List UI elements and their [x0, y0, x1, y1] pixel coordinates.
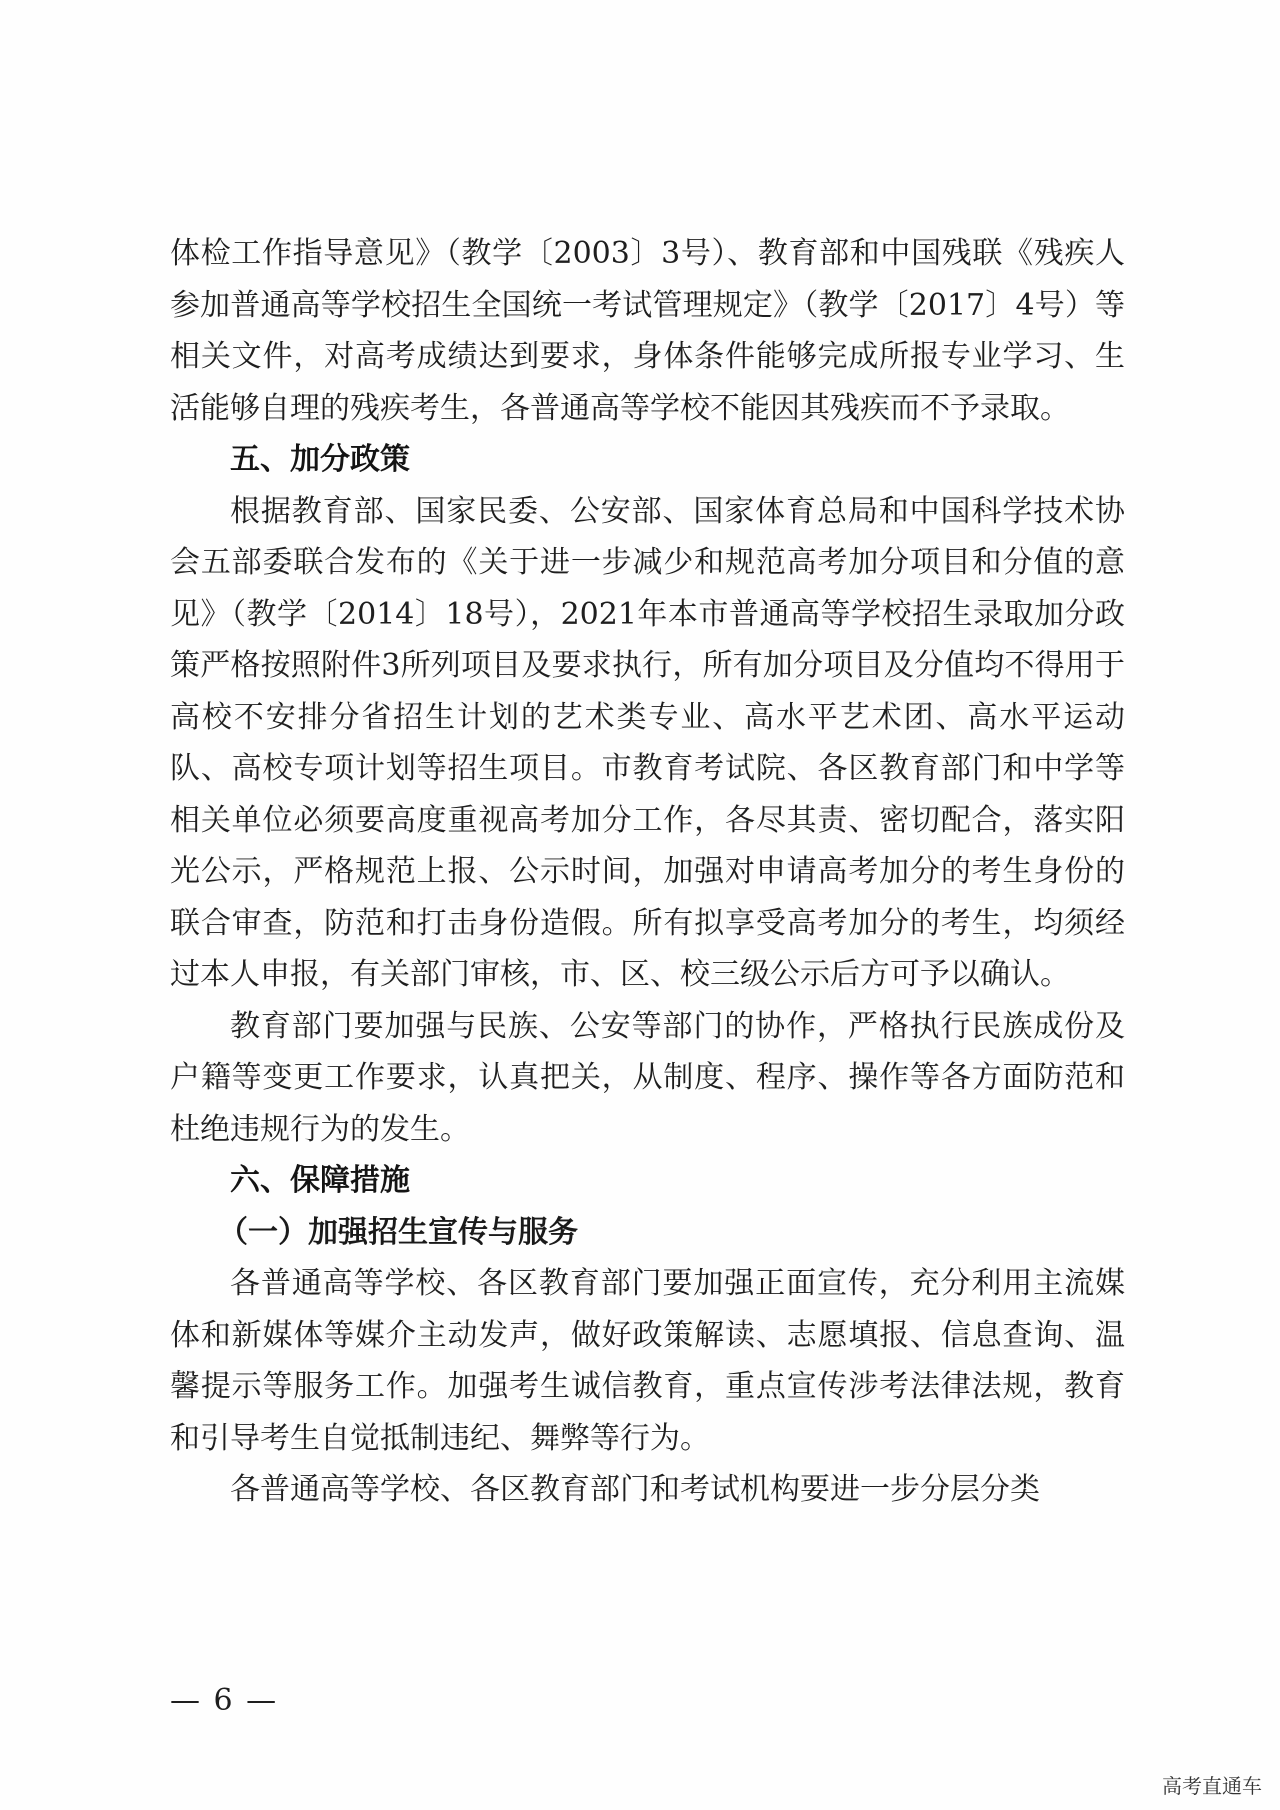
watermark-text: 高考直通车: [1162, 1774, 1262, 1798]
document-body: [170, 228, 1125, 1516]
page-number: — 6 —: [170, 1683, 279, 1718]
paragraph-bonus-policy: 根据教育部、国家民委、公安部、国家体育总局和中国科学技术协会五部委联合发布的《关于进一步减少和规范高考加分项目和分值的意见》（教学〔2014〕18号），2021年本市普通高等学校招生录取加分政策严格按照附件3所列项目及要求执行，所有加分项目及分值均不得用于高校不安排分省招生计划的艺术类专业、高水平艺术团、高水平运动队、高校专项计划等招生项目。市教育考试院、各区教育部门和中学等相关单位必须要高度重视高考加分工作，各尽其责、密切配合，落实阳光公示，严格规范上报、公示时间，加强对申请高考加分的考生身份的联合审查，防范和打击身份造假。所有拟享受高考加分的考生，均须经过本人申报，有关部门审核，市、区、校三级公示后方可予以确认。: [170, 493, 1125, 992]
section-heading-bonus-policy: 五、加分政策: [230, 442, 410, 477]
section-heading-safeguards: 六、保障措施: [230, 1163, 410, 1198]
paragraph-layered-classification: 各普通高等学校、各区教育部门和考试机构要进一步分层分类: [230, 1472, 1040, 1507]
paragraph-disability-policy: 体检工作指导意见》（教学〔2003〕3号）、教育部和中国残联《残疾人参加普通高等学校招生全国统一考试管理规定》（教学〔2017〕4号）等相关文件，对高考成绩达到要求，身体条件能够完成所报专业学习、生活能够自理的残疾考生，各普通高等学校不能因其残疾而不予录取。: [170, 236, 1125, 426]
subsection-heading-publicity: （一）加强招生宣传与服务: [218, 1214, 578, 1250]
paragraph-department-cooperation: 教育部门要加强与民族、公安等部门的协作，严格执行民族成份及户籍等变更工作要求，认真把关，从制度、程序、操作等各方面防范和杜绝违规行为的发生。: [170, 1008, 1125, 1147]
paragraph-publicity-service: 各普通高等学校、各区教育部门要加强正面宣传，充分利用主流媒体和新媒体等媒介主动发声，做好政策解读、志愿填报、信息查询、温馨提示等服务工作。加强考生诚信教育，重点宣传涉考法律法规，教育和引导考生自觉抵制违纪、舞弊等行为。: [170, 1266, 1125, 1456]
